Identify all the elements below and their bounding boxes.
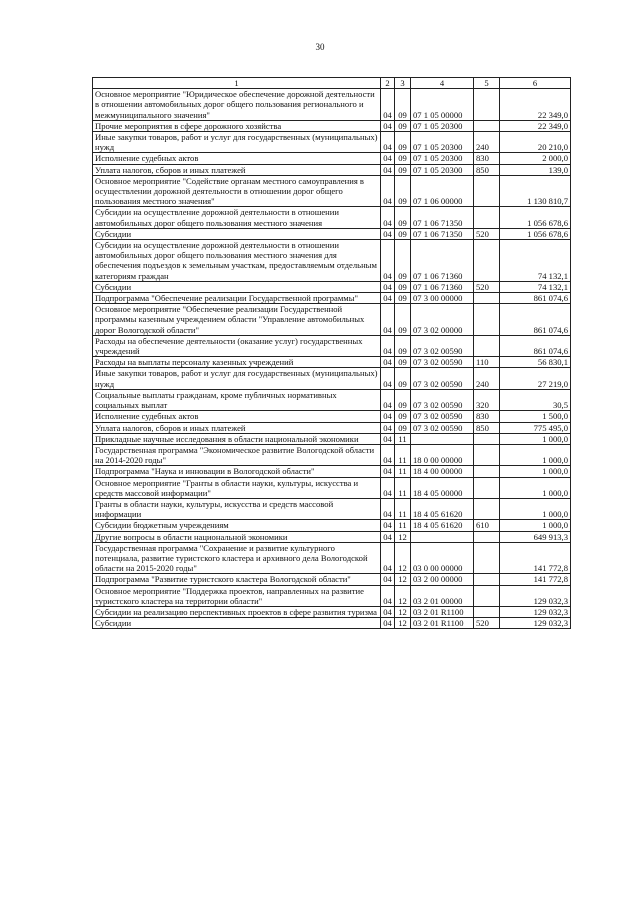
section-code-cell: 04 xyxy=(381,281,395,292)
item-name-cell: Подпрограмма "Обеспечение реализации Государственной программы" xyxy=(93,293,381,304)
target-article-cell: 03 0 00 00000 xyxy=(411,542,474,574)
header-cell: 4 xyxy=(411,78,474,89)
amount-cell: 141 772,8 xyxy=(500,574,571,585)
section-code-cell: 04 xyxy=(381,618,395,629)
table-row xyxy=(93,411,571,422)
target-article-cell: 07 3 02 00000 xyxy=(411,304,474,336)
item-name-cell: Субсидии xyxy=(93,618,381,629)
amount-cell: 1 056 678,6 xyxy=(500,228,571,239)
item-name-cell: Иные закупки товаров, работ и услуг для государственных (муниципальных) нужд xyxy=(93,368,381,389)
table-row xyxy=(93,368,571,389)
subsection-code-cell: 09 xyxy=(395,132,411,153)
item-name-cell: Субсидии на реализацию перспективных проектов в сфере развития туризма xyxy=(93,606,381,617)
section-code-cell: 04 xyxy=(381,164,395,175)
item-name-cell: Подпрограмма "Наука и инновации в Вологодской области" xyxy=(93,466,381,477)
subsection-code-cell: 09 xyxy=(395,164,411,175)
amount-cell: 1 056 678,6 xyxy=(500,207,571,228)
expense-type-cell xyxy=(474,444,500,465)
target-article-cell: 03 2 01 R1100 xyxy=(411,606,474,617)
subsection-code-cell: 12 xyxy=(395,574,411,585)
expense-type-cell xyxy=(474,477,500,498)
expense-type-cell: 240 xyxy=(474,132,500,153)
section-code-cell: 04 xyxy=(381,585,395,606)
expense-type-cell: 520 xyxy=(474,281,500,292)
section-code-cell: 04 xyxy=(381,120,395,131)
target-article-cell: 07 1 05 20300 xyxy=(411,153,474,164)
subsection-code-cell: 09 xyxy=(395,153,411,164)
header-cell: 2 xyxy=(381,78,395,89)
expense-type-cell: 850 xyxy=(474,164,500,175)
target-article-cell: 03 2 00 00000 xyxy=(411,574,474,585)
target-article-cell: 07 1 05 00000 xyxy=(411,89,474,121)
section-code-cell: 04 xyxy=(381,477,395,498)
subsection-code-cell: 09 xyxy=(395,422,411,433)
section-code-cell: 04 xyxy=(381,574,395,585)
budget-table xyxy=(92,77,571,629)
item-name-cell: Другие вопросы в области национальной экономики xyxy=(93,531,381,542)
item-name-cell: Прочие мероприятия в сфере дорожного хозяйства xyxy=(93,120,381,131)
target-article-cell: 07 1 06 71350 xyxy=(411,207,474,228)
item-name-cell: Социальные выплаты гражданам, кроме публичных нормативных социальных выплат xyxy=(93,389,381,410)
target-article-cell: 07 3 00 00000 xyxy=(411,293,474,304)
amount-cell: 1 000,0 xyxy=(500,444,571,465)
expense-type-cell xyxy=(474,542,500,574)
subsection-code-cell: 11 xyxy=(395,477,411,498)
section-code-cell: 04 xyxy=(381,228,395,239)
target-article-cell: 18 4 00 00000 xyxy=(411,466,474,477)
item-name-cell: Субсидии на осуществление дорожной деятельности в отношении автомобильных дорог общего пользования местного значения для обеспечения подъездов к земельным участкам, предоставляемым отдельным категориям граждан xyxy=(93,240,381,282)
subsection-code-cell: 09 xyxy=(395,389,411,410)
table-row xyxy=(93,618,571,629)
subsection-code-cell: 09 xyxy=(395,357,411,368)
subsection-code-cell: 09 xyxy=(395,335,411,356)
amount-cell: 20 210,0 xyxy=(500,132,571,153)
target-article-cell: 18 4 05 00000 xyxy=(411,477,474,498)
section-code-cell: 04 xyxy=(381,498,395,519)
item-name-cell: Субсидии на осуществление дорожной деятельности в отношении автомобильных дорог общего пользования местного значения xyxy=(93,207,381,228)
section-code-cell: 04 xyxy=(381,357,395,368)
expense-type-cell xyxy=(474,120,500,131)
expense-type-cell xyxy=(474,606,500,617)
section-code-cell: 04 xyxy=(381,132,395,153)
target-article-cell: 07 1 06 71360 xyxy=(411,240,474,282)
table-row xyxy=(93,389,571,410)
expense-type-cell: 240 xyxy=(474,368,500,389)
amount-cell: 139,0 xyxy=(500,164,571,175)
amount-cell: 30,5 xyxy=(500,389,571,410)
section-code-cell: 04 xyxy=(381,207,395,228)
table-row xyxy=(93,520,571,531)
target-article-cell: 07 3 02 00590 xyxy=(411,422,474,433)
target-article-cell: 07 3 02 00590 xyxy=(411,368,474,389)
expense-type-cell xyxy=(474,585,500,606)
section-code-cell: 04 xyxy=(381,304,395,336)
amount-cell: 1 130 810,7 xyxy=(500,175,571,207)
amount-cell: 22 349,0 xyxy=(500,89,571,121)
item-name-cell: Иные закупки товаров, работ и услуг для государственных (муниципальных) нужд xyxy=(93,132,381,153)
table-row xyxy=(93,164,571,175)
table-row xyxy=(93,444,571,465)
amount-cell: 27 219,0 xyxy=(500,368,571,389)
subsection-code-cell: 09 xyxy=(395,207,411,228)
expense-type-cell: 610 xyxy=(474,520,500,531)
item-name-cell: Прикладные научные исследования в области национальной экономики xyxy=(93,433,381,444)
section-code-cell: 04 xyxy=(381,520,395,531)
amount-cell: 1 000,0 xyxy=(500,520,571,531)
subsection-code-cell: 11 xyxy=(395,466,411,477)
table-row xyxy=(93,120,571,131)
amount-cell: 649 913,3 xyxy=(500,531,571,542)
table-row xyxy=(93,207,571,228)
item-name-cell: Уплата налогов, сборов и иных платежей xyxy=(93,422,381,433)
section-code-cell: 04 xyxy=(381,175,395,207)
item-name-cell: Гранты в области науки, культуры, искусства и средств массовой информации xyxy=(93,498,381,519)
expense-type-cell xyxy=(474,293,500,304)
expense-type-cell: 110 xyxy=(474,357,500,368)
subsection-code-cell: 09 xyxy=(395,368,411,389)
table-row xyxy=(93,542,571,574)
subsection-code-cell: 09 xyxy=(395,293,411,304)
amount-cell: 129 032,3 xyxy=(500,606,571,617)
subsection-code-cell: 12 xyxy=(395,606,411,617)
section-code-cell: 04 xyxy=(381,444,395,465)
expense-type-cell xyxy=(474,175,500,207)
section-code-cell: 04 xyxy=(381,606,395,617)
subsection-code-cell: 11 xyxy=(395,444,411,465)
target-article-cell: 07 1 06 71350 xyxy=(411,228,474,239)
item-name-cell: Основное мероприятие "Юридическое обеспечение дорожной деятельности в отношении автомобильных дорог общего пользования регионального и межмуниципального значения" xyxy=(93,89,381,121)
subsection-code-cell: 12 xyxy=(395,585,411,606)
target-article-cell: 07 1 05 20300 xyxy=(411,164,474,175)
expense-type-cell: 520 xyxy=(474,228,500,239)
expense-type-cell xyxy=(474,433,500,444)
header-cell: 3 xyxy=(395,78,411,89)
item-name-cell: Субсидии xyxy=(93,281,381,292)
subsection-code-cell: 12 xyxy=(395,531,411,542)
target-article-cell: 03 2 01 R1100 xyxy=(411,618,474,629)
item-name-cell: Основное мероприятие "Гранты в области науки, культуры, искусства и средств массовой информации" xyxy=(93,477,381,498)
subsection-code-cell: 09 xyxy=(395,89,411,121)
expense-type-cell xyxy=(474,574,500,585)
amount-cell: 129 032,3 xyxy=(500,618,571,629)
amount-cell: 1 000,0 xyxy=(500,466,571,477)
target-article-cell: 07 3 02 00590 xyxy=(411,357,474,368)
expense-type-cell: 520 xyxy=(474,618,500,629)
amount-cell: 1 000,0 xyxy=(500,433,571,444)
table-row xyxy=(93,466,571,477)
target-article-cell: 18 0 00 00000 xyxy=(411,444,474,465)
table-row xyxy=(93,531,571,542)
target-article-cell: 18 4 05 61620 xyxy=(411,498,474,519)
table-row xyxy=(93,281,571,292)
section-code-cell: 04 xyxy=(381,240,395,282)
section-code-cell: 04 xyxy=(381,153,395,164)
amount-cell: 1 000,0 xyxy=(500,477,571,498)
target-article-cell: 03 2 01 00000 xyxy=(411,585,474,606)
amount-cell: 22 349,0 xyxy=(500,120,571,131)
subsection-code-cell: 12 xyxy=(395,542,411,574)
expense-type-cell xyxy=(474,335,500,356)
table-row xyxy=(93,228,571,239)
table-row xyxy=(93,422,571,433)
table-row xyxy=(93,477,571,498)
item-name-cell: Государственная программа "Сохранение и развитие культурного потенциала, развитие туристского кластера и архивного дела Вологодской области на 2015-2020 годы" xyxy=(93,542,381,574)
target-article-cell: 07 1 06 71360 xyxy=(411,281,474,292)
amount-cell: 74 132,1 xyxy=(500,281,571,292)
item-name-cell: Субсидии xyxy=(93,228,381,239)
item-name-cell: Расходы на обеспечение деятельности (оказание услуг) государственных учреждений xyxy=(93,335,381,356)
table-body xyxy=(93,89,571,629)
table-row xyxy=(93,498,571,519)
table-row xyxy=(93,132,571,153)
section-code-cell: 04 xyxy=(381,542,395,574)
section-code-cell: 04 xyxy=(381,411,395,422)
expense-type-cell: 850 xyxy=(474,422,500,433)
target-article-cell xyxy=(411,531,474,542)
target-article-cell: 07 3 02 00590 xyxy=(411,335,474,356)
target-article-cell: 07 3 02 00590 xyxy=(411,389,474,410)
subsection-code-cell: 11 xyxy=(395,433,411,444)
table-row xyxy=(93,357,571,368)
table-row xyxy=(93,89,571,121)
item-name-cell: Основное мероприятие "Поддержка проектов, направленных на развитие туристского кластера на территории области" xyxy=(93,585,381,606)
table-row xyxy=(93,293,571,304)
amount-cell: 1 000,0 xyxy=(500,498,571,519)
amount-cell: 56 830,1 xyxy=(500,357,571,368)
table-row xyxy=(93,606,571,617)
item-name-cell: Субсидии бюджетным учреждениям xyxy=(93,520,381,531)
amount-cell: 129 032,3 xyxy=(500,585,571,606)
amount-cell: 1 500,0 xyxy=(500,411,571,422)
amount-cell: 861 074,6 xyxy=(500,335,571,356)
item-name-cell: Расходы на выплаты персоналу казенных учреждений xyxy=(93,357,381,368)
section-code-cell: 04 xyxy=(381,389,395,410)
header-cell: 6 xyxy=(500,78,571,89)
subsection-code-cell: 09 xyxy=(395,228,411,239)
expense-type-cell xyxy=(474,89,500,121)
subsection-code-cell: 09 xyxy=(395,175,411,207)
section-code-cell: 04 xyxy=(381,433,395,444)
item-name-cell: Подпрограмма "Развитие туристского кластера Вологодской области" xyxy=(93,574,381,585)
subsection-code-cell: 12 xyxy=(395,618,411,629)
header-cell: 5 xyxy=(474,78,500,89)
table-row xyxy=(93,175,571,207)
item-name-cell: Уплата налогов, сборов и иных платежей xyxy=(93,164,381,175)
header-row xyxy=(93,78,571,89)
item-name-cell: Основное мероприятие "Содействие органам местного самоуправления в осуществлении дорожной деятельности в отношении дорог общего пользования местного значения" xyxy=(93,175,381,207)
subsection-code-cell: 11 xyxy=(395,520,411,531)
item-name-cell: Основное мероприятие "Обеспечение реализации Государственной программы казенным учреждением области "Управление автомобильных дорог Вологодской области" xyxy=(93,304,381,336)
section-code-cell: 04 xyxy=(381,335,395,356)
section-code-cell: 04 xyxy=(381,531,395,542)
amount-cell: 775 495,0 xyxy=(500,422,571,433)
subsection-code-cell: 09 xyxy=(395,281,411,292)
expense-type-cell xyxy=(474,304,500,336)
section-code-cell: 04 xyxy=(381,466,395,477)
header-cell: 1 xyxy=(93,78,381,89)
section-code-cell: 04 xyxy=(381,422,395,433)
amount-cell: 861 074,6 xyxy=(500,293,571,304)
amount-cell: 141 772,8 xyxy=(500,542,571,574)
table-row xyxy=(93,153,571,164)
expense-type-cell xyxy=(474,466,500,477)
item-name-cell: Исполнение судебных актов xyxy=(93,411,381,422)
item-name-cell: Исполнение судебных актов xyxy=(93,153,381,164)
amount-cell: 2 000,0 xyxy=(500,153,571,164)
target-article-cell xyxy=(411,433,474,444)
section-code-cell: 04 xyxy=(381,293,395,304)
amount-cell: 861 074,6 xyxy=(500,304,571,336)
table-row xyxy=(93,304,571,336)
section-code-cell: 04 xyxy=(381,89,395,121)
target-article-cell: 18 4 05 61620 xyxy=(411,520,474,531)
item-name-cell: Государственная программа "Экономическое развитие Вологодской области на 2014-2020 годы" xyxy=(93,444,381,465)
expense-type-cell: 830 xyxy=(474,411,500,422)
subsection-code-cell: 09 xyxy=(395,411,411,422)
target-article-cell: 07 3 02 00590 xyxy=(411,411,474,422)
table-row xyxy=(93,433,571,444)
amount-cell: 74 132,1 xyxy=(500,240,571,282)
target-article-cell: 07 1 05 20300 xyxy=(411,120,474,131)
table-row xyxy=(93,240,571,282)
subsection-code-cell: 09 xyxy=(395,304,411,336)
expense-type-cell: 830 xyxy=(474,153,500,164)
subsection-code-cell: 09 xyxy=(395,120,411,131)
table-row xyxy=(93,335,571,356)
expense-type-cell xyxy=(474,240,500,282)
expense-type-cell: 320 xyxy=(474,389,500,410)
section-code-cell: 04 xyxy=(381,368,395,389)
page-number: 30 xyxy=(315,42,325,52)
table-row xyxy=(93,585,571,606)
expense-type-cell xyxy=(474,531,500,542)
expense-type-cell xyxy=(474,207,500,228)
subsection-code-cell: 09 xyxy=(395,240,411,282)
target-article-cell: 07 1 05 20300 xyxy=(411,132,474,153)
table-row xyxy=(93,574,571,585)
target-article-cell: 07 1 06 00000 xyxy=(411,175,474,207)
subsection-code-cell: 11 xyxy=(395,498,411,519)
expense-type-cell xyxy=(474,498,500,519)
